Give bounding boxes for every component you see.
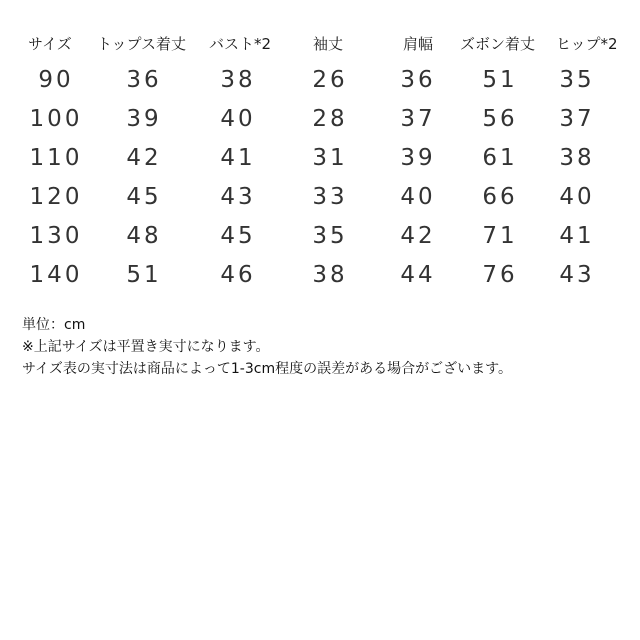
cell-sleeve-length: 26 <box>312 67 348 93</box>
header-hip: ヒップ*2 <box>556 35 618 53</box>
table-row <box>0 260 640 290</box>
cell-pants-length: 51 <box>482 67 518 93</box>
cell-pants-length: 66 <box>482 184 518 210</box>
cell-bust: 38 <box>220 67 256 93</box>
cell-hip: 35 <box>559 67 595 93</box>
cell-bust: 43 <box>220 184 256 210</box>
cell-top-length: 39 <box>126 106 162 132</box>
cell-size: 90 <box>38 67 74 93</box>
unit-note: 単位：cm <box>22 317 86 333</box>
cell-bust: 46 <box>220 262 256 288</box>
cell-sleeve-length: 31 <box>312 145 348 171</box>
cell-size: 140 <box>29 262 83 288</box>
cell-pants-length: 56 <box>482 106 518 132</box>
cell-size: 120 <box>29 184 83 210</box>
cell-bust: 40 <box>220 106 256 132</box>
cell-top-length: 51 <box>126 262 162 288</box>
cell-sleeve-length: 35 <box>312 223 348 249</box>
cell-pants-length: 61 <box>482 145 518 171</box>
cell-top-length: 45 <box>126 184 162 210</box>
cell-sleeve-length: 33 <box>312 184 348 210</box>
cell-shoulder-width: 40 <box>400 184 436 210</box>
cell-shoulder-width: 42 <box>400 223 436 249</box>
cell-top-length: 42 <box>126 145 162 171</box>
cell-hip: 38 <box>559 145 595 171</box>
cell-shoulder-width: 36 <box>400 67 436 93</box>
cell-hip: 43 <box>559 262 595 288</box>
notes-block <box>22 314 632 380</box>
table-row <box>0 104 640 134</box>
cell-sleeve-length: 28 <box>312 106 348 132</box>
flat-measure-note: ※上記サイズは平置き実寸になります。 <box>22 339 270 355</box>
cell-top-length: 36 <box>126 67 162 93</box>
header-sleeve-length: 袖丈 <box>313 35 344 53</box>
cell-top-length: 48 <box>126 223 162 249</box>
header-shoulder-width: 肩幅 <box>403 35 434 53</box>
table-row <box>0 65 640 95</box>
tolerance-note: サイズ表の実寸法は商品によって1-3cm程度の誤差がある場合がございます。 <box>22 361 512 377</box>
table-row <box>0 143 640 173</box>
cell-pants-length: 71 <box>482 223 518 249</box>
cell-size: 130 <box>29 223 83 249</box>
cell-shoulder-width: 37 <box>400 106 436 132</box>
header-pants-length: ズボン着丈 <box>460 35 536 53</box>
header-bust: バスト*2 <box>209 35 272 53</box>
cell-sleeve-length: 38 <box>312 262 348 288</box>
header-top-length: トップス着丈 <box>97 35 186 53</box>
cell-bust: 45 <box>220 223 256 249</box>
table-row <box>0 221 640 251</box>
cell-size: 100 <box>29 106 83 132</box>
cell-hip: 41 <box>559 223 595 249</box>
header-size: サイズ <box>28 35 72 53</box>
cell-size: 110 <box>29 145 83 171</box>
table-header-row <box>0 32 640 56</box>
cell-shoulder-width: 44 <box>400 262 436 288</box>
cell-shoulder-width: 39 <box>400 145 436 171</box>
table-row <box>0 182 640 212</box>
cell-pants-length: 76 <box>482 262 518 288</box>
cell-hip: 40 <box>559 184 595 210</box>
cell-bust: 41 <box>220 145 256 171</box>
cell-hip: 37 <box>559 106 595 132</box>
